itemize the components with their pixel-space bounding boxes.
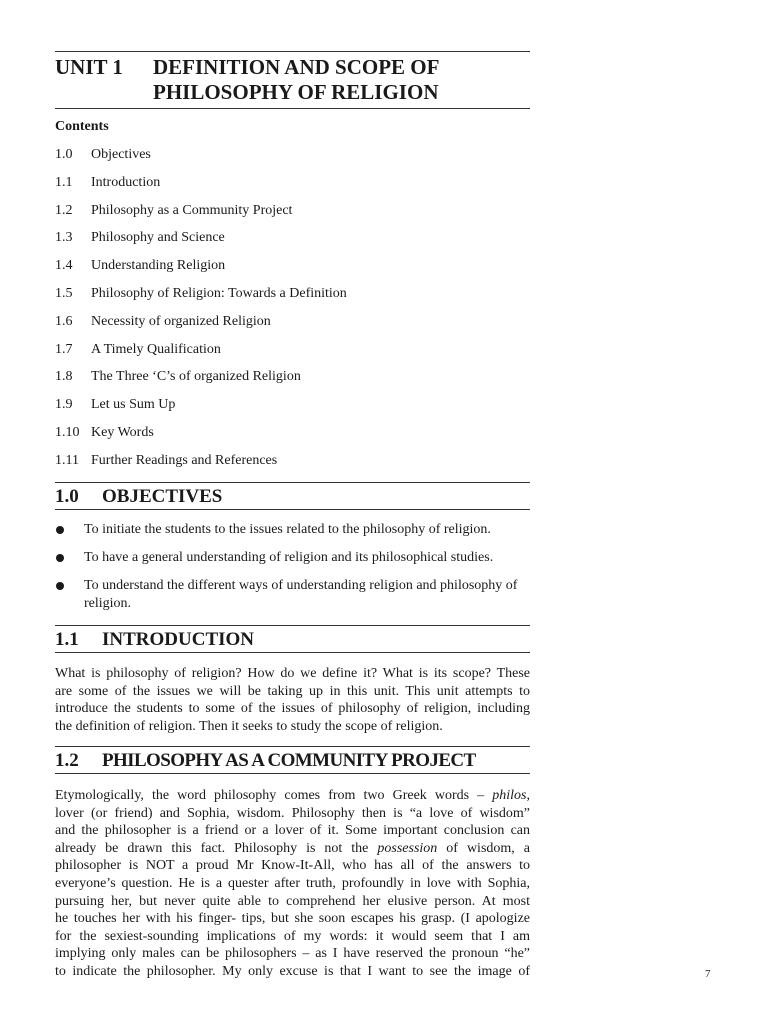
- toc-item-number: 1.2: [55, 202, 73, 218]
- toc-item[interactable]: [55, 424, 347, 452]
- section-number: 1.0: [55, 486, 79, 507]
- list-item-text: To understand the different ways of understanding religion and philosophy of religion.: [84, 578, 518, 611]
- unit-title-line-1: DEFINITION AND SCOPE OF: [153, 55, 440, 79]
- toc-item-label: Let us Sum Up: [91, 397, 176, 413]
- toc-item[interactable]: [55, 341, 347, 369]
- text-line: lover (or friend) and Sophia, wisdom. Philosophy then is “a love of wisdom”: [55, 805, 530, 821]
- introduction-paragraph: [55, 665, 530, 735]
- toc-item-label: Philosophy of Religion: Towards a Definition: [91, 285, 347, 301]
- section-number: 1.1: [55, 629, 79, 650]
- list-item: [55, 549, 530, 567]
- greek-word-philos: philos: [492, 788, 527, 803]
- unit-title-line-2: PHILOSOPHY OF RELIGION: [153, 80, 439, 104]
- toc-item[interactable]: [55, 202, 347, 230]
- text-line: [55, 840, 530, 858]
- text-line: and the philosopher is a friend or a lover of it. Some important conclusion can: [55, 823, 530, 839]
- toc-item-number: 1.1: [55, 174, 73, 190]
- toc-item-label: Philosophy as a Community Project: [91, 202, 293, 218]
- toc-item-label: Further Readings and References: [91, 452, 278, 468]
- toc-item-number: 1.4: [55, 258, 73, 274]
- text-line: to indicate the philosopher. My only excuse is that I want to see the image of: [55, 963, 530, 979]
- bullet-icon: [56, 582, 64, 590]
- page-number: 7: [705, 968, 711, 980]
- list-item: [55, 521, 530, 539]
- text-line: pursuing her, but never quite able to comprehend her elusive person. At most: [55, 893, 530, 909]
- toc-item-number: 1.7: [55, 341, 73, 357]
- emphasis-possession: possession: [377, 840, 438, 856]
- toc-item-number: 1.8: [55, 369, 73, 385]
- contents-label: Contents: [55, 119, 109, 134]
- toc-item-number: 1.0: [55, 147, 73, 162]
- toc-item-number: 1.6: [55, 313, 73, 329]
- toc-item-label: Philosophy and Science: [91, 230, 225, 246]
- toc-item-number: 1.5: [55, 285, 73, 301]
- section-title: OBJECTIVES: [102, 486, 223, 507]
- bullet-icon: [56, 554, 64, 562]
- toc-item-number: 1.9: [55, 397, 73, 413]
- toc-item-number: 1.3: [55, 230, 73, 246]
- toc-item[interactable]: [55, 229, 347, 257]
- community-paragraph: [55, 787, 530, 981]
- list-item-text: To have a general understanding of religion and its philosophical studies.: [84, 550, 494, 565]
- text-run: already be drawn this fact. Philosophy is not the: [55, 840, 378, 856]
- section-number: 1.2: [55, 750, 79, 771]
- toc-item-label: Key Words: [91, 424, 154, 440]
- text-line: everyone’s question. He is a quester after truth, profoundly in love with Sophia,: [55, 875, 530, 891]
- toc-item[interactable]: [55, 452, 347, 480]
- toc-item-label: Understanding Religion: [91, 258, 226, 274]
- text-line: he touches her with his finger- tips, but she soon escapes his grasp. (I apologize: [55, 911, 530, 927]
- text-line: implying only males can be philosophers – as I have reserved the pronoun “he”: [55, 946, 530, 962]
- toc-item-label: Necessity of organized Religion: [91, 313, 271, 329]
- bullet-icon: [56, 526, 64, 534]
- text-line: are some of the issues we will be taking up in this unit. This unit attempts to: [55, 683, 530, 699]
- toc-item[interactable]: [55, 368, 347, 396]
- toc-item[interactable]: [55, 285, 347, 313]
- toc-item-number: 1.11: [55, 452, 79, 468]
- objectives-list: [55, 521, 530, 623]
- table-of-contents: [55, 146, 347, 480]
- section-heading-objectives: [55, 482, 530, 510]
- text-run: ,: [526, 788, 530, 803]
- toc-item[interactable]: [55, 313, 347, 341]
- section-title: INTRODUCTION: [102, 629, 255, 650]
- toc-item-label: A Timely Qualification: [91, 341, 221, 357]
- toc-item-label: Introduction: [91, 174, 161, 190]
- unit-title: [153, 55, 533, 105]
- list-item: [55, 577, 530, 613]
- section-heading-community-project: [55, 746, 530, 774]
- text-line: for the sexiest-sounding implications of my words: it would seem that I am: [55, 928, 530, 944]
- list-item-text: To initiate the students to the issues related to the philosophy of religion.: [84, 522, 491, 537]
- toc-item[interactable]: [55, 146, 347, 174]
- section-heading-introduction: [55, 625, 530, 653]
- text-line: the definition of religion. Then it seeks to study the scope of religion.: [55, 718, 443, 734]
- unit-heading: [55, 51, 530, 109]
- toc-item-number: 1.10: [55, 424, 80, 440]
- unit-number: UNIT 1: [55, 55, 123, 79]
- toc-item[interactable]: [55, 174, 347, 202]
- toc-item[interactable]: [55, 257, 347, 285]
- text-line: What is philosophy of religion? How do we define it? What is its scope? These: [55, 666, 530, 681]
- toc-item-label: The Three ‘C’s of organized Religion: [91, 369, 301, 385]
- text-run: Etymologically, the word philosophy comes from two Greek words –: [55, 788, 493, 803]
- text-run: of wisdom, a: [437, 840, 530, 856]
- text-line: introduce the students to some of the issues of philosophy of religion, including: [55, 701, 530, 717]
- text-line: [55, 787, 530, 805]
- toc-item[interactable]: [55, 396, 347, 424]
- text-line: philosopher is NOT a proud Mr Know-It-All, who has all of the answers to: [55, 858, 530, 874]
- toc-item-label: Objectives: [91, 147, 151, 162]
- section-title: PHILOSOPHY AS A COMMUNITY PROJECT: [102, 750, 476, 771]
